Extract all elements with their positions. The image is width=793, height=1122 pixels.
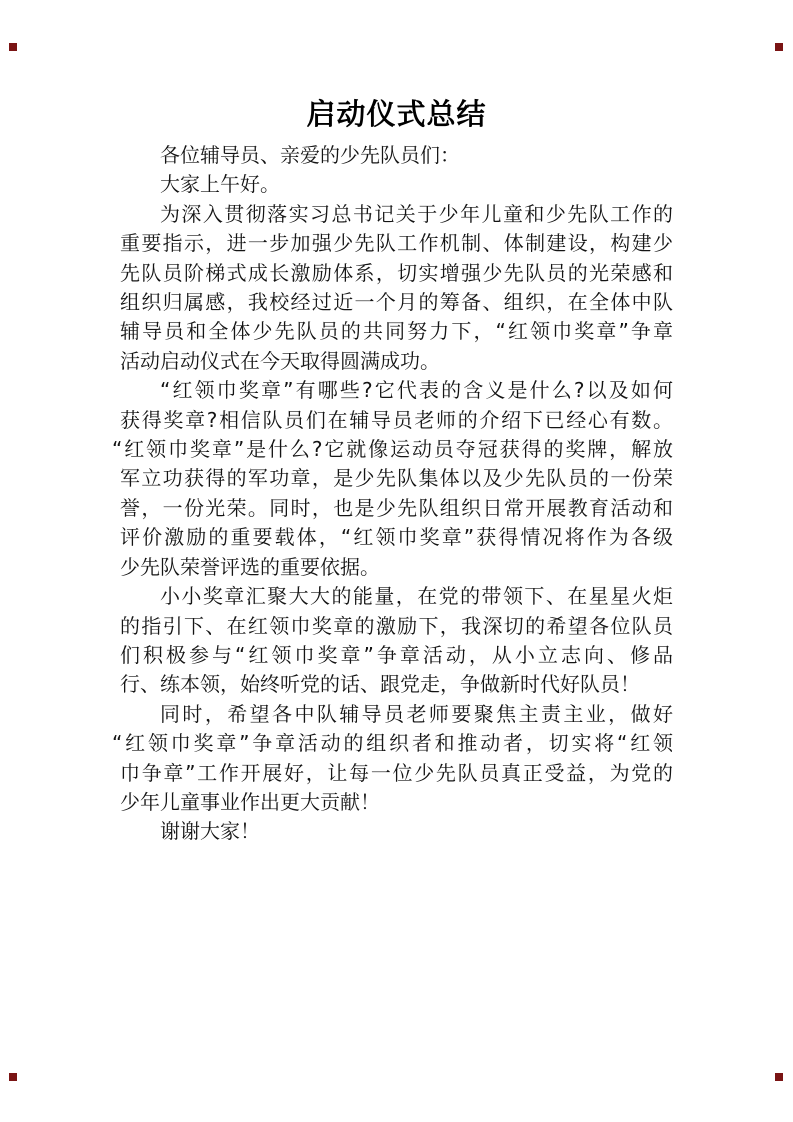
text-line: 少年儿童事业作出更大贡献！ [120,789,380,814]
text-line: 誉，一份光荣。同时，也是少先队组织日常开展教育活动和 [120,495,673,520]
text-line: 行、练本领，始终听党的话、跟党走，争做新时代好队员！ [120,672,640,697]
corner-mark-top-left [9,43,17,51]
text-line: 活动启动仪式在今天取得圆满成功。 [120,348,440,373]
text-line: 少先队荣誉评选的重要依据。 [120,554,380,579]
corner-mark-bottom-right [775,1073,783,1081]
text-line: 重要指示，进一步加强少先队工作机制、体制建设，构建少 [120,231,673,256]
text-line: 巾争章”工作开展好，让每一位少先队员真正受益，为党的 [120,760,673,785]
text-line: 各位辅导员、亲爱的少先队员们： [160,143,460,167]
page-title: 启动仪式总结 [306,97,487,131]
document-body [112,141,673,847]
text-line: 辅导员和全体少先队员的共同努力下，“红领巾奖章”争章 [120,319,673,344]
corner-mark-bottom-left [9,1073,17,1081]
text-line: “红领巾奖章”有哪些?它代表的含义是什么?以及如何 [160,378,673,403]
text-line: 同时，希望各中队辅导员老师要聚焦主责主业，做好 [160,701,673,726]
text-line: 谢谢大家！ [160,819,260,844]
text-line: “红领巾奖章”争章活动的组织者和推动者，切实将“红领 [112,731,673,756]
corner-mark-top-right [775,43,783,51]
text-line: 军立功获得的军功章，是少先队集体以及少先队员的一份荣 [120,466,673,491]
text-line: 获得奖章?相信队员们在辅导员老师的介绍下已经心有数。 [120,407,673,432]
text-line: 小小奖章汇聚大大的能量，在党的带领下、在星星火炬 [160,584,673,609]
text-line: 组织归属感，我校经过近一个月的筹备、组织，在全体中队 [120,290,673,315]
text-line: “红领巾奖章”是什么?它就像运动员夺冠获得的奖牌，解放 [112,437,673,462]
text-line: 大家上午好。 [160,172,280,197]
text-line: 们积极参与“红领巾奖章”争章活动，从小立志向、修品 [120,642,673,667]
text-line: 的指引下、在红领巾奖章的激励下，我深切的希望各位队员 [120,613,673,638]
text-line: 评价激励的重要载体，“红领巾奖章”获得情况将作为各级 [120,525,673,550]
text-line: 先队员阶梯式成长激励体系，切实增强少先队员的光荣感和 [120,260,673,285]
text-line: 为深入贯彻落实习总书记关于少年儿童和少先队工作的 [160,201,673,226]
